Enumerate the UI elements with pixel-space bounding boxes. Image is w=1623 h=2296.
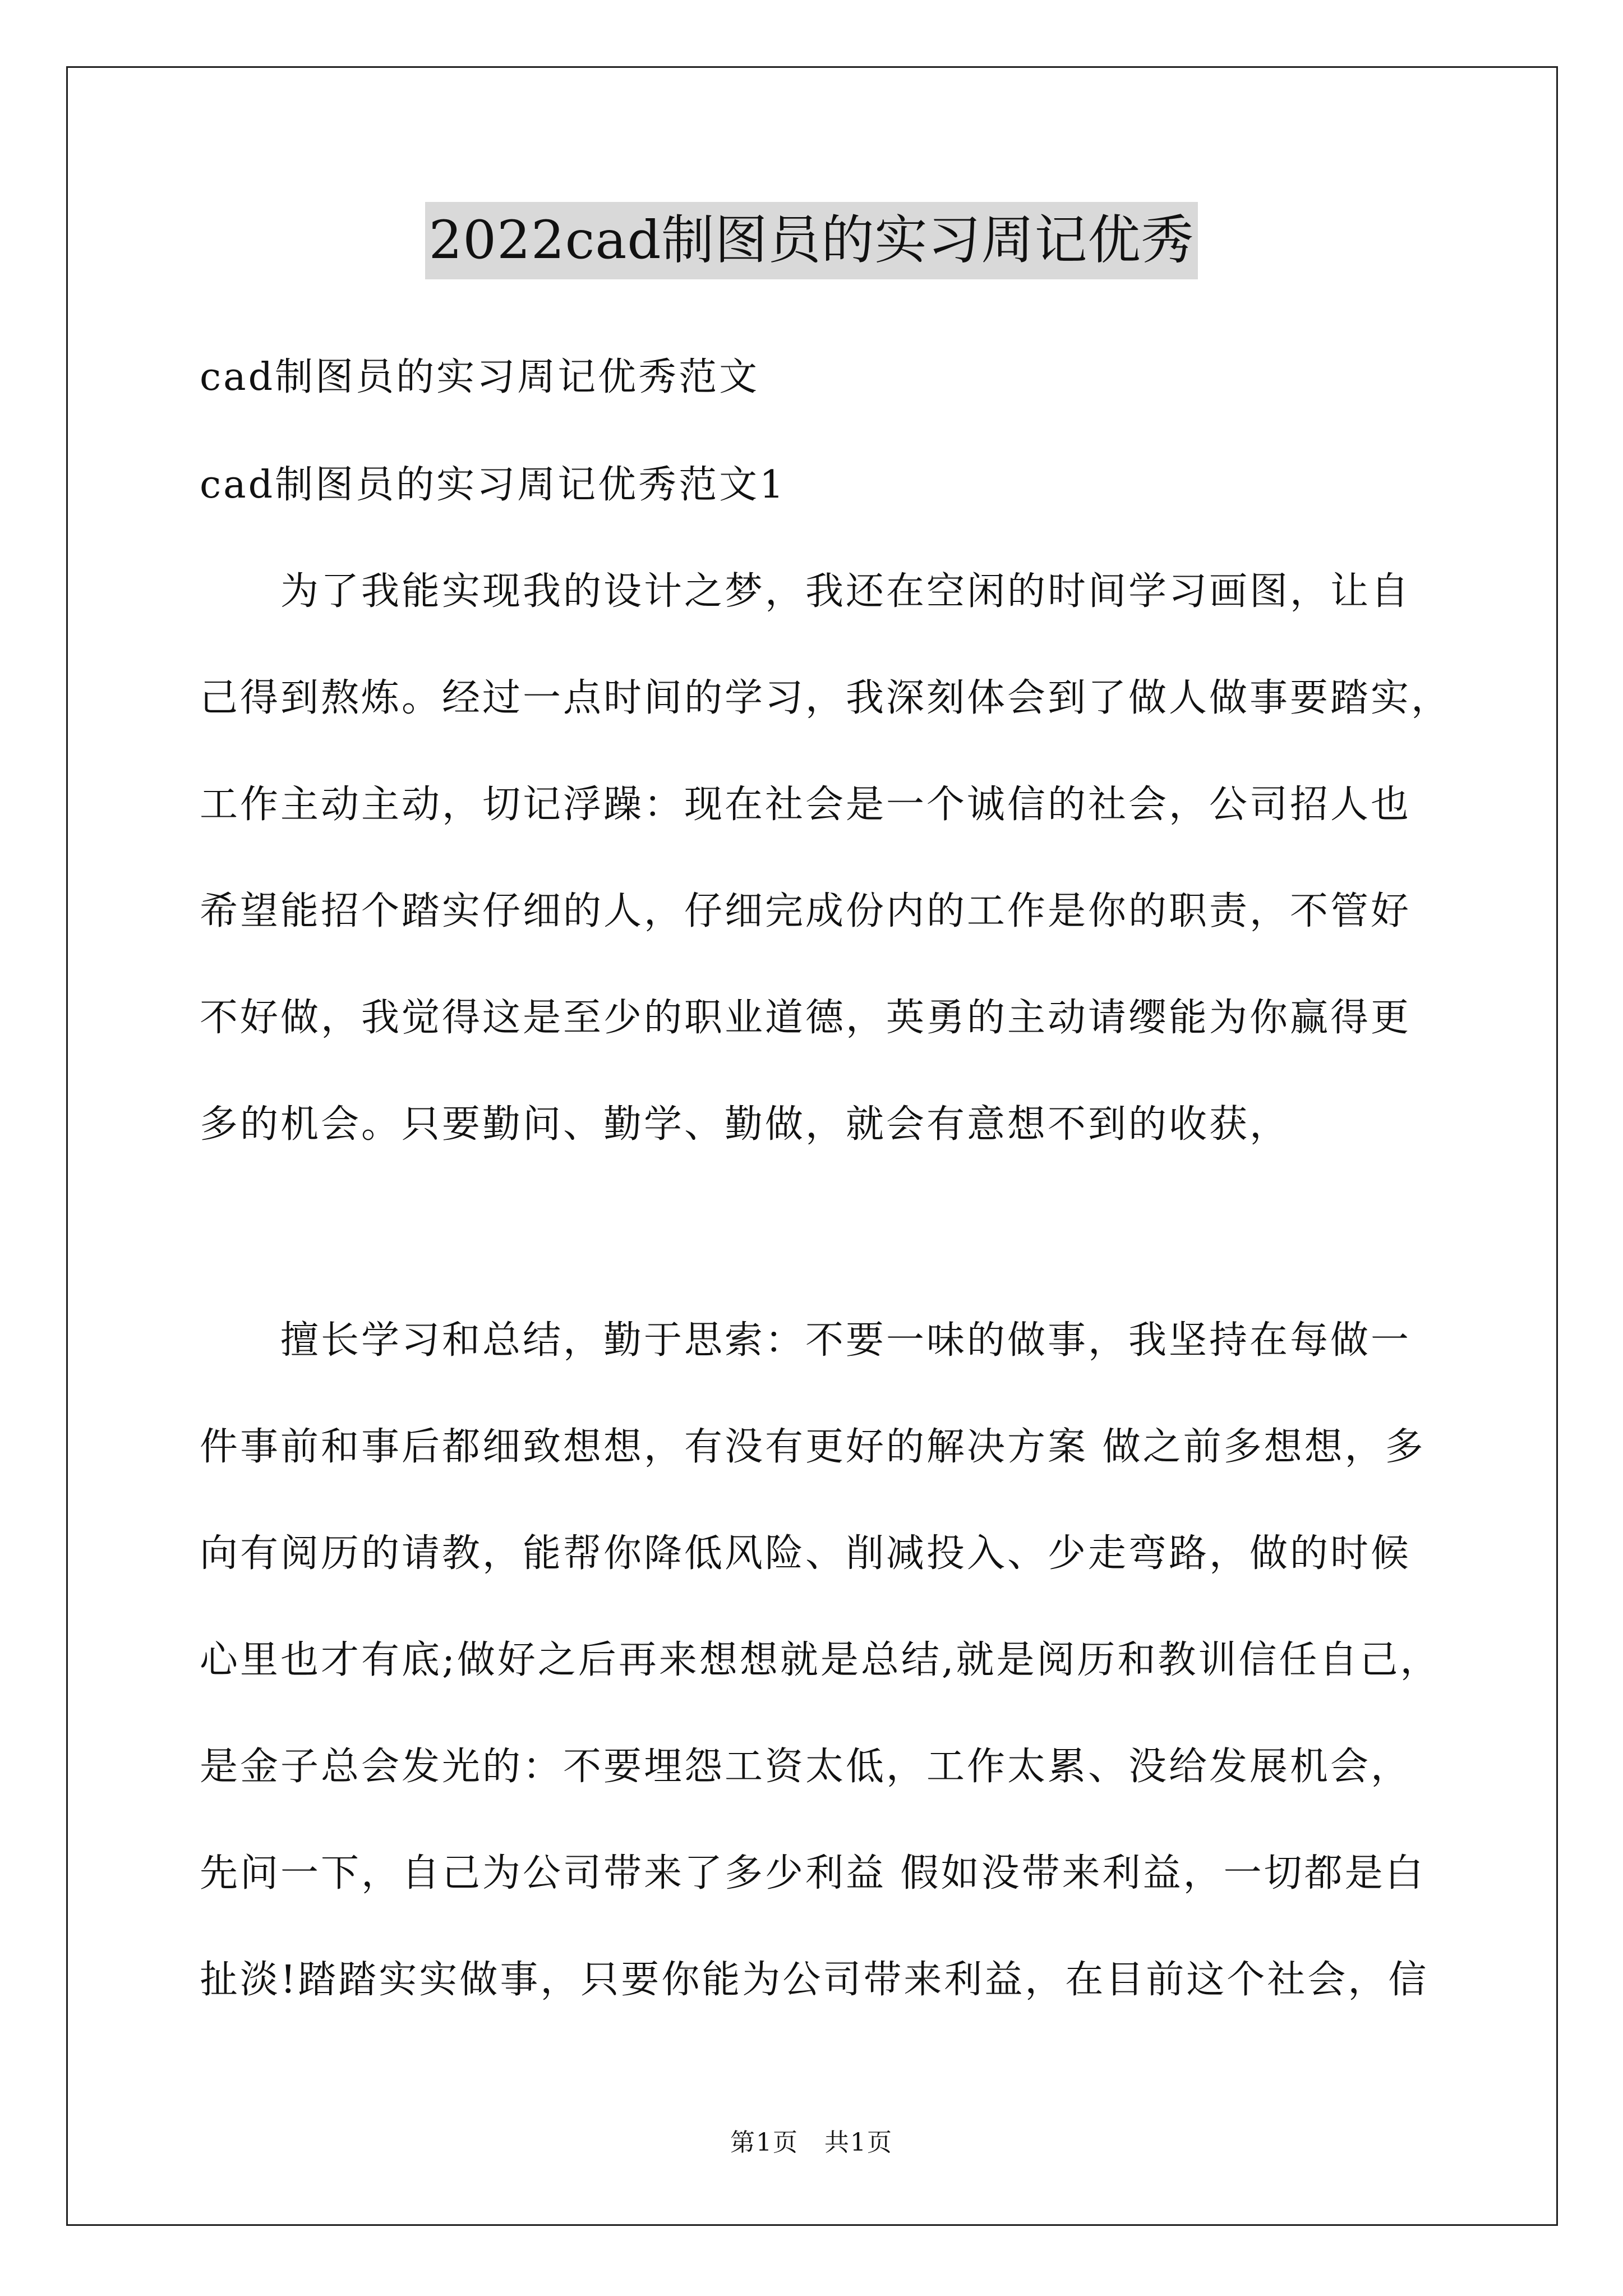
- paragraph-line: 工作主动主动，切记浮躁：现在社会是一个诚信的社会，公司招人也: [200, 783, 1412, 827]
- paragraph-line: 心里也才有底;做好之后再来想想就是总结,就是阅历和教训信任自己，: [200, 1638, 1441, 1682]
- subtitle-line: cad制图员的实习周记优秀范文1: [200, 463, 786, 507]
- paragraph-line: 擅长学习和总结，勤于思索：不要一味的做事，我坚持在每做一: [200, 1318, 1412, 1363]
- paragraph-line: 不好做，我觉得这是至少的职业道德，英勇的主动请缨能为你赢得更: [200, 996, 1412, 1040]
- paragraph-line: 希望能招个踏实仔细的人，仔细完成份内的工作是你的职责，不管好: [200, 889, 1412, 933]
- page-footer: 第1页 共1页: [730, 2128, 893, 2157]
- title-container: [0, 202, 1623, 279]
- paragraph-line: 己得到熬炼。经过一点时间的学习，我深刻体会到了做人做事要踏实，: [200, 676, 1452, 720]
- subtitle-line: cad制图员的实习周记优秀范文: [200, 355, 760, 399]
- paragraph-line: 向有阅历的请教，能帮你降低风险、削减投入、少走弯路，做的时候: [200, 1531, 1412, 1576]
- paragraph-line: 多的机会。只要勤问、勤学、勤做，就会有意想不到的收获，: [200, 1102, 1290, 1147]
- paragraph-line: 件事前和事后都细致想想，有没有更好的解决方案 做之前多想想，多: [200, 1425, 1426, 1469]
- paragraph-line: 是金子总会发光的：不要埋怨工资太低，工作太累、没给发展机会，: [200, 1745, 1412, 1789]
- document-title: 2022cad制图员的实习周记优秀: [425, 202, 1197, 279]
- paragraph-line: 为了我能实现我的设计之梦，我还在空闲的时间学习画图，让自: [200, 569, 1412, 614]
- paragraph-line: 扯淡!踏踏实实做事，只要你能为公司带来利益，在目前这个社会，信: [200, 1958, 1429, 2002]
- paragraph-line: 先问一下，自己为公司带来了多少利益 假如没带来利益，一切都是白: [200, 1851, 1426, 1895]
